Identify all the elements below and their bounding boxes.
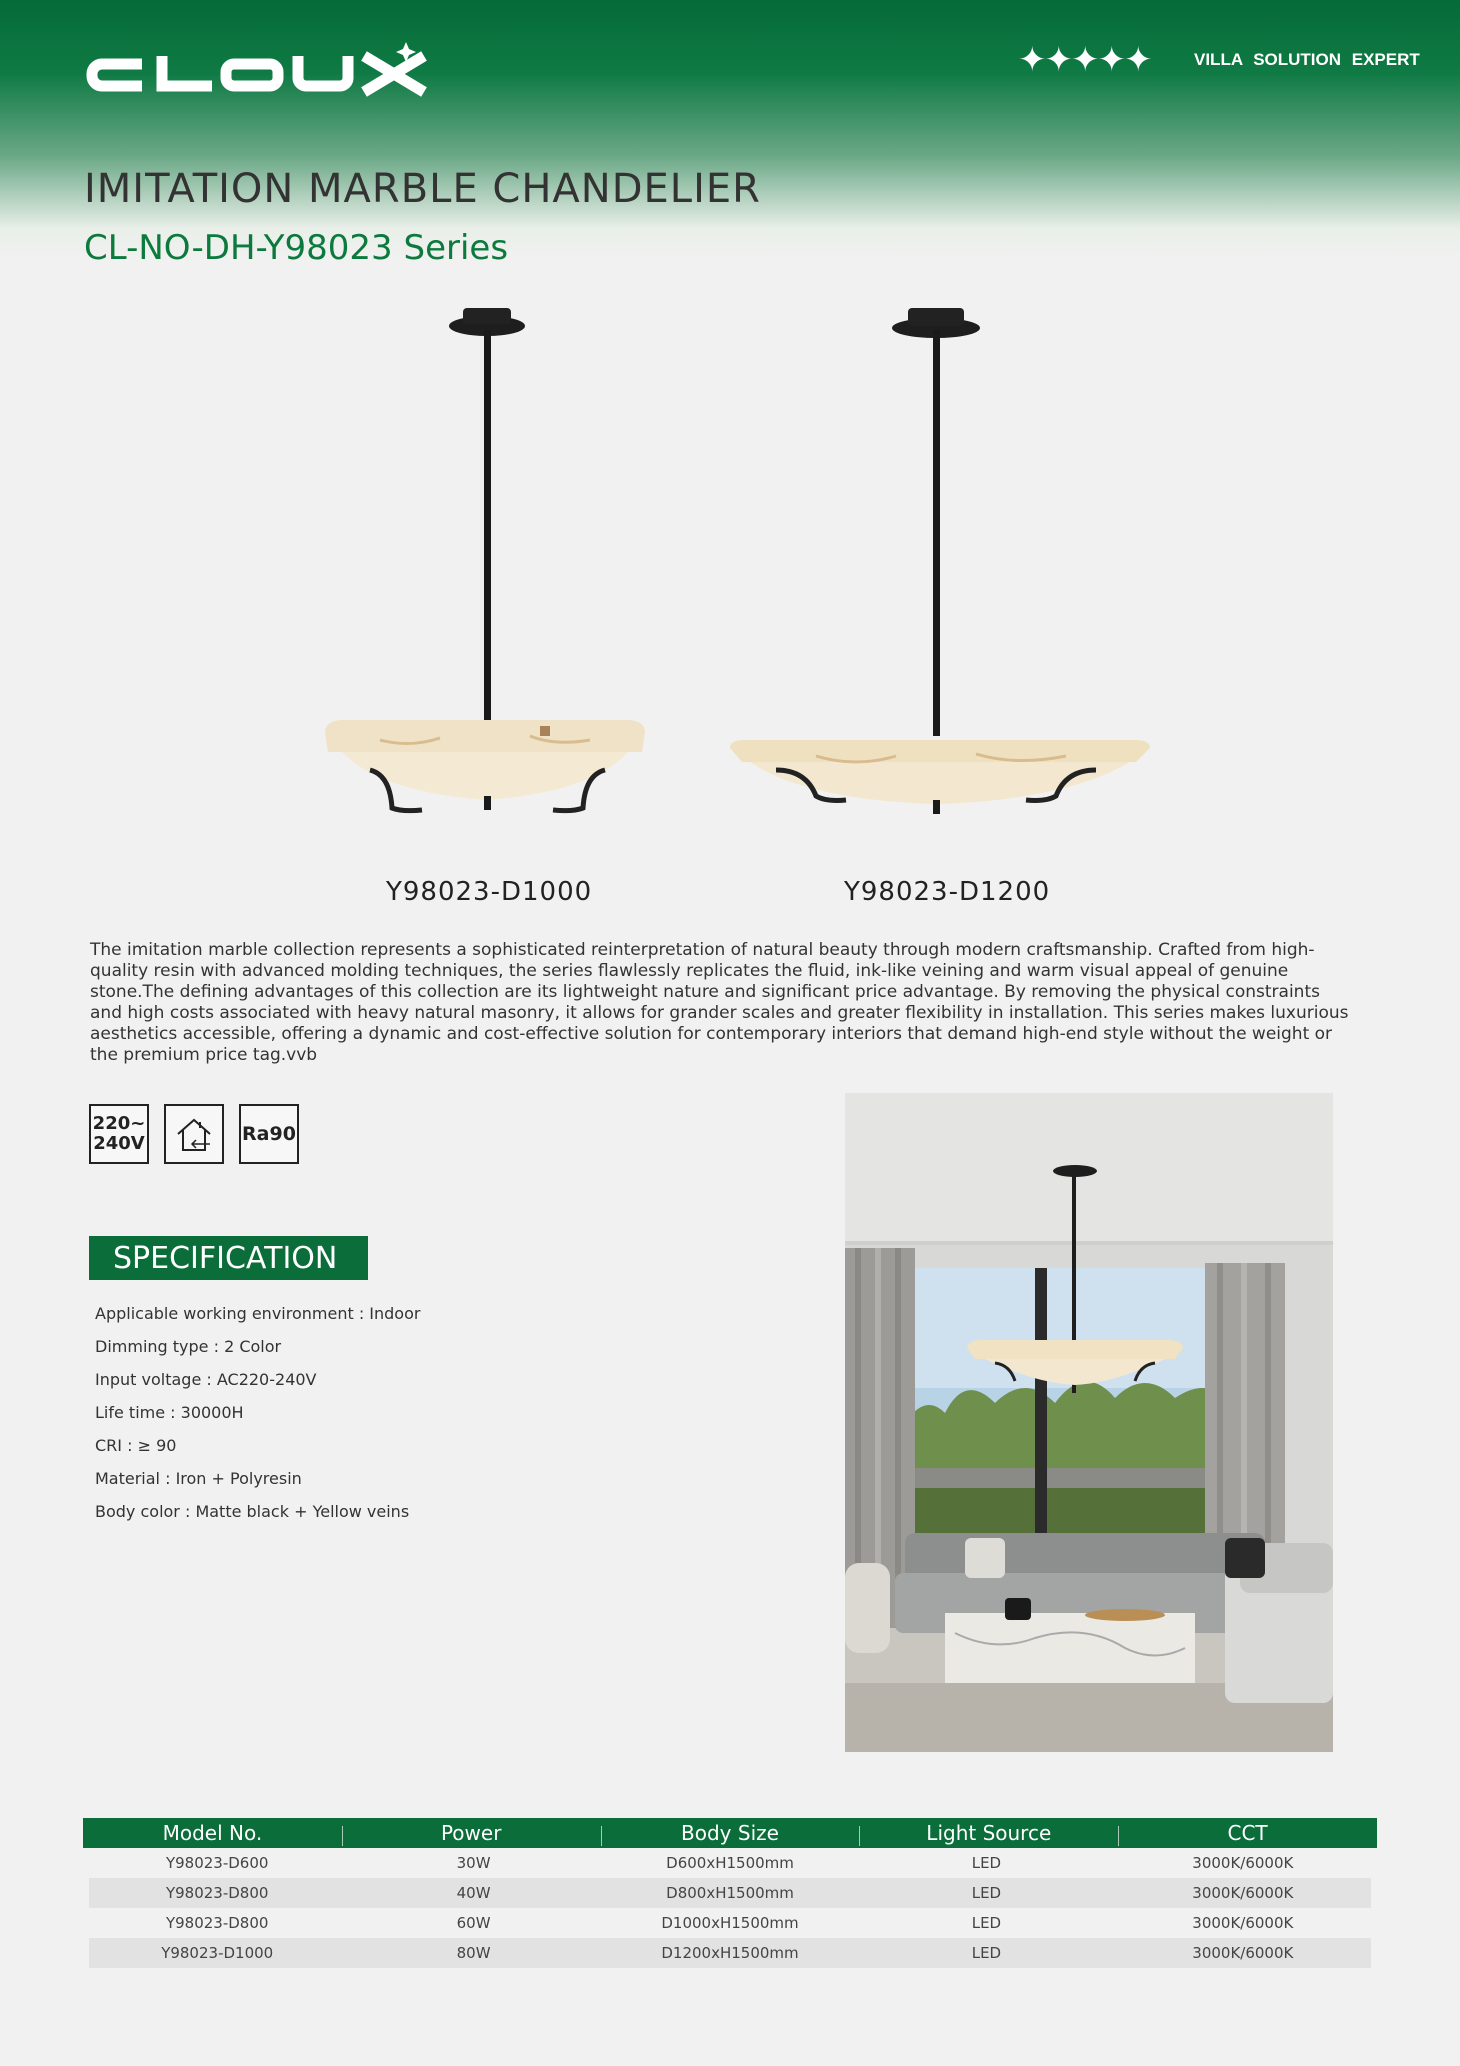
chandelier-d1000-image [320, 300, 660, 820]
voltage-badge-line1: 220~ [92, 1113, 146, 1134]
cell-light-source: LED [971, 1884, 1002, 1902]
cell-model: Y98023-D800 [165, 1884, 269, 1902]
voltage-badge-line2: 240V [93, 1133, 145, 1154]
room-scene-image [845, 1093, 1333, 1752]
cell-body-size: D600xH1500mm [666, 1854, 794, 1872]
spec-item: Material : Iron + Polyresin [95, 1469, 302, 1488]
product-description: The imitation marble collection represents a sophisticated reinterpretation of natural beauty through modern craftsmanship. Crafted from high-quality resin with advanced molding techniques, the series flawlessly replicates the fluid, ink-like veining and warm visual appeal of genuine stone.The defining advantages of this collection are its lightweight nature and significant price advantage. By removing the physical constraints and high costs associated with heavy natural masonry, it allows for grander scales and greater flexibility in installation. This series makes luxurious aesthetics accessible, offering a dynamic and cost-effective solution for contemporary interiors that demand high-end style without the weight or the premium price tag.vvb [90, 940, 1349, 1065]
chandelier-d1200-image [726, 300, 1156, 820]
cell-power: 40W [456, 1884, 491, 1902]
cell-light-source: LED [971, 1914, 1002, 1932]
table-row [89, 1878, 1371, 1908]
cell-light-source: LED [971, 1854, 1002, 1872]
table-row [89, 1848, 1371, 1878]
page-title: IMITATION MARBLE CHANDELIER [84, 166, 761, 212]
specification-heading: SPECIFICATION [89, 1236, 368, 1280]
header-body-size: Body Size [601, 1821, 860, 1845]
spec-item: Dimming type : 2 Color [95, 1337, 282, 1356]
cell-body-size: D1200xH1500mm [661, 1944, 799, 1962]
rating-stars: ✦✦✦✦✦ [1018, 40, 1151, 80]
spec-item: Body color : Matte black + Yellow veins [95, 1502, 410, 1521]
cell-power: 80W [456, 1944, 491, 1962]
cell-cct: 3000K/6000K [1192, 1944, 1294, 1962]
spec-item: Life time : 30000H [95, 1403, 244, 1422]
spec-item: CRI : ≥ 90 [95, 1436, 177, 1455]
header-power: Power [342, 1821, 601, 1845]
model-table [83, 1818, 1377, 1968]
table-row [89, 1908, 1371, 1938]
header-band [0, 0, 1460, 260]
cell-body-size: D1000xH1500mm [661, 1914, 799, 1932]
table-header [83, 1818, 1377, 1848]
header-light-source: Light Source [859, 1821, 1118, 1845]
cloux-logo [84, 42, 436, 104]
series-subtitle: CL-NO-DH-Y98023 Series [84, 228, 509, 268]
cell-power: 60W [456, 1914, 491, 1932]
tagline: VILLA SOLUTION EXPERT [1194, 50, 1420, 69]
cell-cct: 3000K/6000K [1192, 1884, 1294, 1902]
header-model-no: Model No. [162, 1821, 263, 1845]
cell-power: 30W [456, 1854, 491, 1872]
cell-model: Y98023-D800 [165, 1914, 269, 1932]
spec-item: Input voltage : AC220-240V [95, 1370, 317, 1389]
cell-cct: 3000K/6000K [1192, 1914, 1294, 1932]
model-label-d1200: Y98023-D1200 [844, 877, 1051, 907]
specification-list [95, 1302, 420, 1533]
cell-model: Y98023-D1000 [161, 1944, 274, 1962]
cell-body-size: D800xH1500mm [666, 1884, 794, 1902]
cri-badge: Ra90 [239, 1104, 299, 1164]
voltage-badge [89, 1104, 149, 1164]
model-label-d1000: Y98023-D1000 [386, 877, 593, 907]
header-cct: CCT [1118, 1821, 1377, 1845]
indoor-house-icon [164, 1104, 224, 1164]
cell-cct: 3000K/6000K [1192, 1854, 1294, 1872]
cell-model: Y98023-D600 [165, 1854, 269, 1872]
table-row [89, 1938, 1371, 1968]
cell-light-source: LED [971, 1944, 1002, 1962]
spec-item: Applicable working environment : Indoor [95, 1304, 421, 1323]
